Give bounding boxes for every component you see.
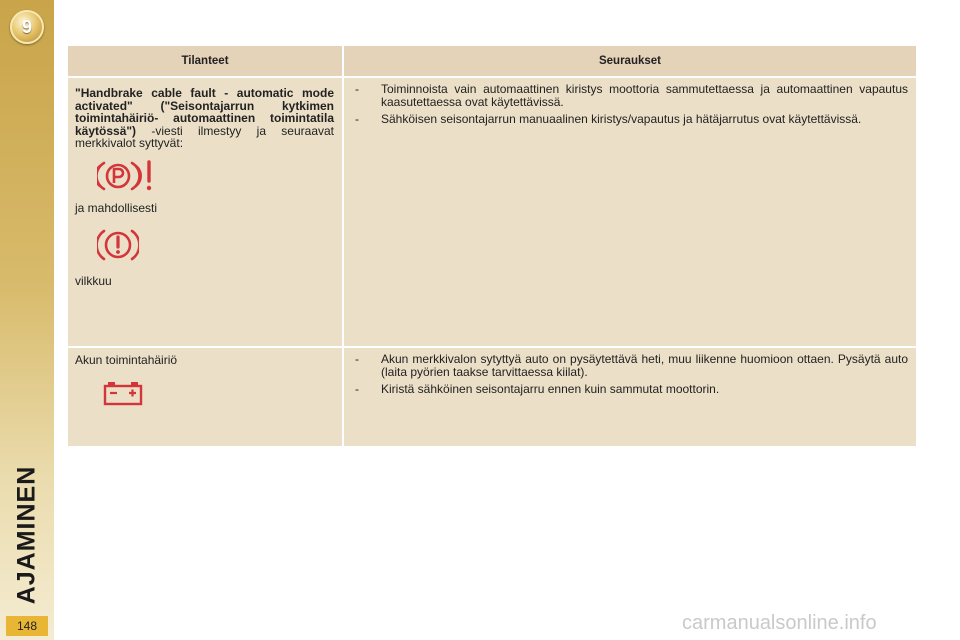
consequence-list bbox=[352, 353, 908, 396]
situation-text: Akun toimintahäiriö bbox=[75, 353, 178, 367]
chapter-sidebar bbox=[0, 0, 54, 640]
chapter-title-text: AJAMINEN bbox=[12, 465, 41, 605]
chapter-number: 9 bbox=[21, 16, 32, 37]
consequence-item: - Akun merkkivalon sytyttyä auto on pysäytettävä heti, muu liikenne huomioon ottaen. Pysäytä auto (laita pyörien taakse tarvittaessa kiilat). bbox=[352, 353, 908, 378]
chapter-number-badge bbox=[10, 10, 44, 44]
situation-message: "Handbrake cable fault - automatic mode activated" ("Seisontajarrun kytkimen toimintahäiriö- automaattinen toimintatila käytössä") bbox=[75, 86, 334, 138]
page-number: 148 bbox=[6, 616, 48, 636]
between-text: ja mahdollisesti bbox=[75, 200, 158, 215]
chapter-title bbox=[3, 465, 51, 605]
icon-row bbox=[75, 367, 334, 419]
consequence-cell bbox=[343, 347, 916, 447]
battery-warning-icon bbox=[103, 380, 143, 406]
consequence-item: - Toiminnoista vain automaattinen kiristys moottoria sammutettaessa ja automaattinen vapautus kaasutettaessa ovat käytettävissä. bbox=[352, 83, 908, 108]
situation-cell bbox=[68, 347, 343, 447]
situation-cell bbox=[68, 77, 343, 347]
table-row bbox=[68, 347, 916, 447]
situation-description bbox=[75, 87, 334, 150]
watermark: carmanualsonline.info bbox=[682, 612, 877, 634]
header-consequences: Seuraukset bbox=[343, 46, 916, 77]
header-situations: Tilanteet bbox=[68, 46, 343, 77]
consequence-cell bbox=[343, 77, 916, 347]
brake-warning-icon bbox=[97, 227, 139, 263]
table-row bbox=[68, 77, 916, 347]
consequence-item: - Kiristä sähköinen seisontajarru ennen kuin sammutat moottorin. bbox=[352, 383, 908, 396]
after-text: vilkkuu bbox=[75, 273, 112, 288]
warning-table bbox=[68, 46, 916, 448]
icon-row bbox=[75, 150, 334, 202]
consequence-item: - Sähköisen seisontajarrun manuaalinen kiristys/vapautus ja hätäjarrutus ovat käytettävissä. bbox=[352, 113, 908, 126]
icon-row bbox=[75, 215, 334, 275]
consequence-list bbox=[352, 83, 908, 126]
parking-brake-fault-icon bbox=[97, 158, 159, 194]
table-header-row bbox=[68, 46, 916, 77]
situation-text: -viesti ilmestyy ja seuraavat merkkivalot syttyvät: bbox=[75, 123, 334, 151]
